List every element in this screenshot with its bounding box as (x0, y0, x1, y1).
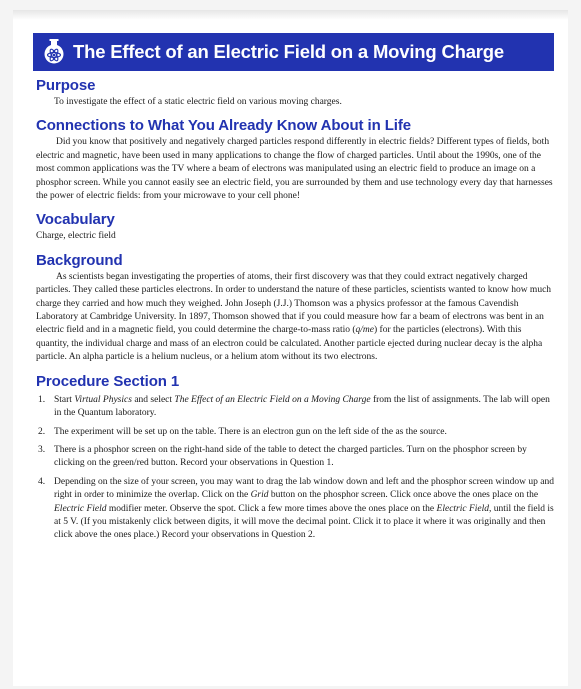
connections-text: Did you know that positively and negatively charged particles respond differently in electric fields? Different types of fields, both electric and magnetic, have been used in many applications to change the flow of charged particles. Until about the 1990s, one of the most common applications was the TV where a beam of electrons was manipulated using an electric field to produce an image on a phosphor screen. While you cannot easily see an electric field, you are surrounded by them and use technology every day that harnesses the power of electric fields: from your microwave to your cell phone! (36, 137, 553, 202)
purpose-heading: Purpose (36, 77, 96, 94)
page-title: The Effect of an Electric Field on a Moving Charge (73, 41, 504, 62)
step-emphasis: Grid (250, 490, 269, 501)
step-emphasis: Virtual Physics (74, 394, 132, 405)
step-text: Start (54, 394, 75, 405)
connections-section (36, 116, 554, 203)
step-emphasis: Electric Field (54, 503, 107, 514)
procedure-steps (36, 394, 554, 543)
connections-heading: Connections to What You Already Know About in Life (36, 117, 411, 135)
procedure-section (36, 372, 554, 543)
step-number: 3. (38, 444, 46, 455)
step-text: , until the field is at 5 V. (If you mistakenly click between digits, it will move the decimal point. Click it to place it where it was originally and then click above the ones place.) Record your observations in Question 2. (54, 503, 554, 541)
title-bar (33, 33, 554, 71)
background-text (36, 271, 554, 365)
step-text: The experiment will be set up on the table. There is an electron gun on the left side of the as the source. (54, 426, 447, 437)
purpose-section (36, 76, 554, 109)
step-text: modifier meter. Observe the spot. Click a few more times above the ones place on the (106, 503, 437, 514)
vocabulary-text: Charge, electric field (36, 231, 116, 242)
step-number: 2. (38, 426, 46, 437)
vocabulary-section (36, 210, 554, 243)
background-text-part-2: ) for the particles (electrons). With this quantity, the individual charge and mass of an electron could be calculated. Another particle ejected during nuclear decay is the alpha particle. An alpha particle is a helium nucleus, or a helium atom without its two electrons. (36, 325, 543, 363)
page-top-shadow (13, 10, 568, 20)
procedure-step (36, 426, 554, 439)
step-text: button on the phosphor screen. Click once above the ones place on the (268, 490, 539, 501)
charge-mass-ratio: q/me (355, 325, 374, 336)
step-number: 1. (38, 394, 46, 405)
step-emphasis: Electric Field (436, 503, 490, 514)
beaker-atom-icon (41, 38, 67, 66)
procedure-step (36, 394, 554, 421)
background-section (36, 251, 554, 365)
purpose-text: To investigate the effect of a static electric field on various moving charges. (54, 97, 342, 107)
step-text: Depending on the size of your screen, you may want to drag the lab window down and left and the phosphor screen window up and right in order to minimize the overlap. Click on the (54, 476, 554, 501)
document-page (13, 10, 568, 686)
step-number: 4. (38, 476, 46, 487)
step-emphasis: The Effect of an Electric Field on a Moving Charge (174, 394, 371, 405)
procedure-step (36, 444, 554, 471)
step-text: from the list of assignments. The lab will open in the Quantum laboratory. (54, 394, 550, 419)
background-text-part-1: As scientists began investigating the properties of atoms, their first discovery was that they could extract negatively charged particles. They called these particles electrons. In order to understand the nature of these particles, scientists wanted to know how much charge they carried and how much they weighed. John Joseph (J.J.) Thomson was a physics professor at the famous Cavendish Laboratory at Cambridge University. In 1897, Thomson showed that if you could measure how far a beam of electrons was bent in an electric field and in a magnetic field, you could determine the charge-to-mass ratio ( (36, 271, 552, 336)
vocabulary-heading: Vocabulary (36, 211, 115, 229)
step-text: and select (131, 394, 175, 405)
step-text: There is a phosphor screen on the right-hand side of the table to detect the charged particles. Turn on the phosphor screen by clicking on the green/red button. Record your observations in Question 1. (54, 444, 527, 469)
procedure-heading: Procedure Section 1 (36, 372, 180, 390)
procedure-step (36, 476, 554, 543)
background-heading: Background (36, 251, 123, 269)
document-content (36, 76, 554, 550)
